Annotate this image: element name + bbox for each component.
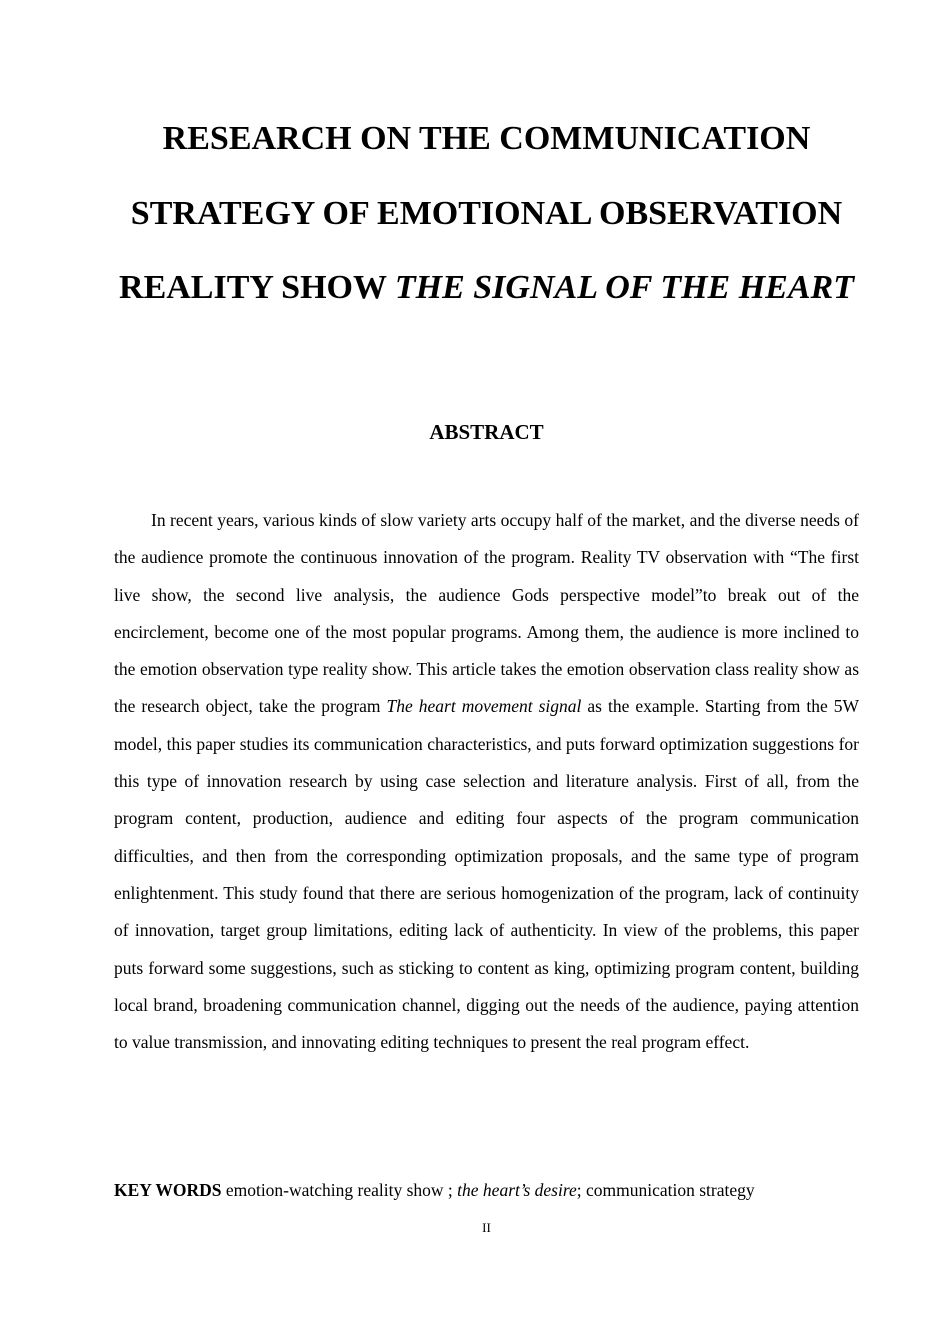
thesis-title (100, 102, 873, 326)
keywords-label: KEY WORDS (114, 1180, 222, 1200)
abstract-heading: ABSTRACT (429, 420, 544, 444)
keywords-last: ; communication strategy (576, 1180, 755, 1200)
abstract-text-part1: In recent years, various kinds of slow variety arts occupy half of the market, and the diverse needs of the audience promote the continuous innovation of the program. Reality TV observation with “The first live show, the second live analysis, the audience Gods perspective model”to break out of the encirclement, become one of the most popular programs. Among them, the audience is more inclined to the emotion observation type reality show. This article takes the emotion observation class reality show as the research object, take the program (114, 510, 859, 717)
page-number: II (482, 1220, 491, 1235)
thesis-title-plain: RESEARCH ON THE COMMUNICATION STRATEGY OF EMOTIONAL OBSERVATION REALITY SHOW (119, 120, 843, 306)
keywords-line (114, 1176, 874, 1204)
abstract-text-part2: as the example. Starting from the 5W model, this paper studies its communication characteristics, and puts forward optimization suggestions for this type of innovation research by using case selection and literature analysis. First of all, from the program content, production, audience and editing four aspects of the program communication difficulties, and then from the corresponding optimization proposals, and the same type of program enlightenment. This study found that there are serious homogenization of the program, lack of continuity of innovation, target group limitations, editing lack of authenticity. In view of the problems, this paper puts forward some suggestions, such as sticking to content as king, optimizing program content, building local brand, broadening communication channel, digging out the needs of the audience, paying attention to value transmission, and innovating editing techniques to present the real program effect. (114, 696, 859, 1053)
abstract-paragraph (114, 502, 859, 1061)
keywords-first: emotion-watching reality show ; (221, 1180, 458, 1200)
thesis-title-italic: THE SIGNAL OF THE HEART (394, 269, 854, 306)
keywords-italic: the heart’s desire (457, 1180, 577, 1200)
abstract-program-name: The heart movement signal (386, 696, 582, 717)
